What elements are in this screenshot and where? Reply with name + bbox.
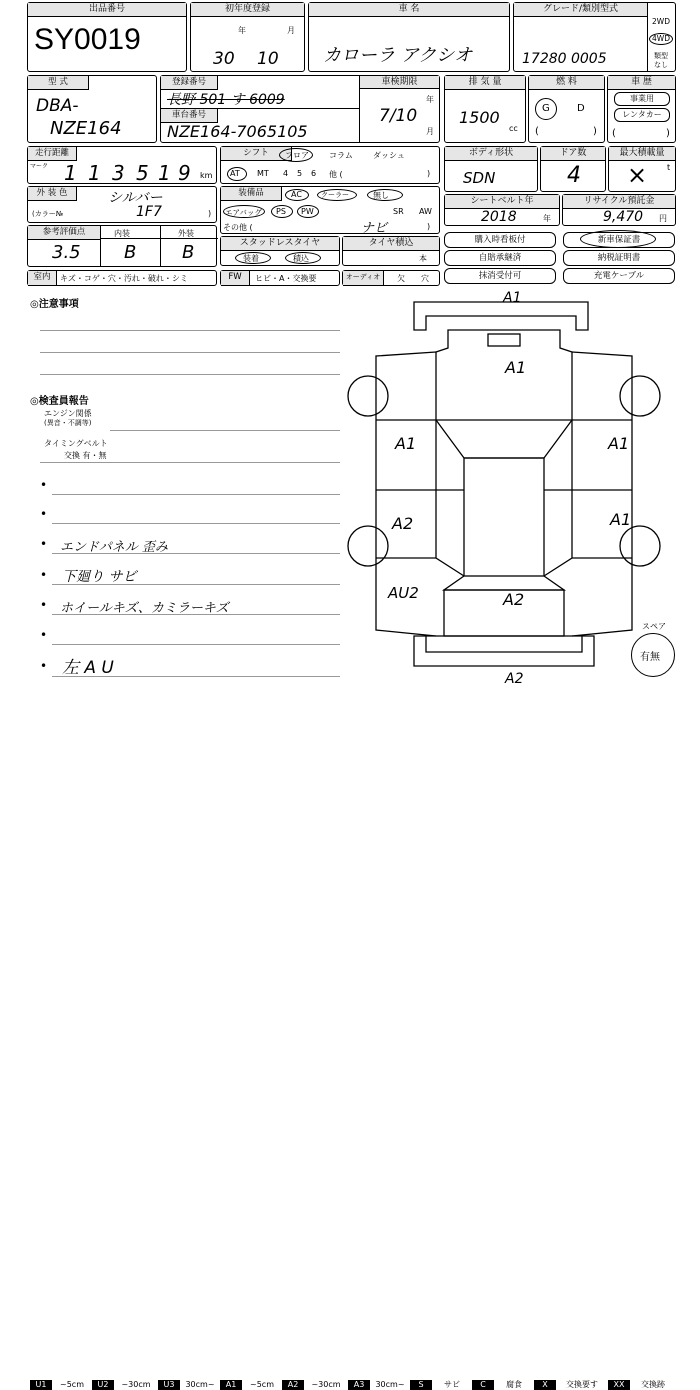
report-item-3: ホイールキズ、カミラーキズ — [60, 601, 229, 616]
color-code-close: ) — [208, 209, 212, 218]
model-line-2: NZE164 — [50, 118, 122, 139]
inspection-label: 車検期限 — [359, 76, 439, 89]
front-bumper-outline — [414, 302, 588, 330]
legend-key-c: C — [472, 1380, 494, 1390]
damage-hood: A1 — [505, 358, 527, 377]
body-value: SDN — [463, 169, 496, 187]
history-label: 車 歴 — [608, 76, 675, 90]
vehicle-name-value: カローラ アクシオ — [323, 45, 473, 66]
color-label: 外 装 色 — [28, 187, 77, 201]
bullet-3: • — [40, 537, 48, 551]
lot-number-value: SY0019 — [34, 23, 141, 56]
legend-key-s: S — [410, 1380, 432, 1390]
notes-title: ◎注意事項 — [30, 299, 79, 310]
equipment-ac: AC — [291, 190, 302, 199]
inspection-year-unit: 年 — [426, 95, 434, 104]
model-line-1: DBA- — [36, 96, 79, 116]
bullet-2: • — [40, 507, 48, 521]
color-box — [27, 186, 217, 223]
first-registration-year: 30 — [213, 49, 235, 69]
front-left-wheel — [348, 376, 388, 416]
first-registration-box — [190, 2, 305, 72]
shift-at: AT — [230, 169, 240, 178]
capacity-box — [608, 146, 676, 192]
history-paren-l: ( — [612, 128, 616, 139]
doc-warranty-circle — [580, 230, 656, 248]
legend-key-u2: U2 — [92, 1380, 114, 1390]
grade-box — [513, 2, 676, 72]
history-paren-r: ) — [666, 128, 670, 139]
equipment-box — [220, 186, 440, 234]
shift-box — [220, 146, 440, 184]
interior-value: B — [124, 242, 137, 263]
report-item-4: 左 A U — [62, 658, 114, 678]
report-title: ◎検査員報告 — [30, 396, 89, 407]
model-box — [27, 75, 157, 143]
mileage-digit-1: 1 — [64, 161, 77, 185]
legend-val-x: 交換要す — [556, 1380, 608, 1390]
fuel-g: G — [542, 103, 550, 114]
seatbelt-value: 2018 — [481, 209, 517, 225]
body-label: ボディ形状 — [445, 147, 537, 161]
history-rental: レンタカー — [614, 108, 670, 122]
audio-box — [342, 270, 440, 286]
mileage-label: 走行距離 — [28, 147, 77, 161]
legend-key-xx: XX — [608, 1380, 630, 1390]
score-label: 参考評価点 — [28, 226, 101, 240]
damage-rear: A2 — [505, 671, 524, 687]
legend-val-u3: 30cm~ — [180, 1380, 220, 1390]
fuel-paren-l: ( — [535, 126, 539, 137]
roof-outline — [464, 458, 544, 576]
registration-label: 登録番号 — [161, 76, 218, 90]
hood-outline — [436, 330, 572, 420]
history-business: 事業用 — [614, 92, 670, 106]
year-unit: 年 — [238, 26, 246, 35]
report-engine: エンジン関係 — [44, 409, 92, 418]
tire-load-label: タイヤ積込 — [343, 237, 439, 251]
mileage-mark: マーク — [30, 163, 49, 170]
doc-warranty: 新車保証書 — [563, 232, 675, 248]
shift-mt: MT — [257, 169, 269, 178]
interior-legend-label: 室内 — [28, 271, 57, 286]
legend-key-x: X — [534, 1380, 556, 1390]
rear-left-wheel — [348, 526, 388, 566]
left-windows — [436, 420, 464, 576]
studless-box — [220, 236, 340, 266]
rear-window-outline — [444, 576, 564, 590]
tire-load-unit: 本 — [419, 254, 427, 263]
mileage-unit: km — [200, 171, 213, 180]
grade-opt-2wd: 2WD — [652, 17, 670, 26]
exterior-value: B — [182, 242, 195, 263]
fw-text: ヒビ・A・交換要 — [255, 274, 317, 283]
legend-val-c: 腐食 — [494, 1380, 534, 1390]
fuel-paren-r: ) — [593, 126, 597, 137]
equipment-airbag: エアバッグ — [225, 208, 262, 217]
score-value: 3.5 — [52, 242, 81, 263]
equipment-cooler: クーラー — [321, 191, 349, 199]
legend-val-u1: ~5cm — [52, 1380, 92, 1390]
legend-val-a2: ~30cm — [304, 1380, 348, 1390]
mileage-box — [27, 146, 217, 184]
fw-box — [220, 270, 340, 286]
legend-val-s: サビ — [432, 1380, 472, 1390]
first-registration-month: 10 — [257, 49, 279, 69]
equipment-ps: PS — [276, 207, 286, 216]
audio-opt1: 欠 — [397, 274, 405, 283]
chassis-value: NZE164-7065105 — [167, 122, 308, 141]
legend-key-a1: A1 — [220, 1380, 242, 1390]
displacement-label: 排 気 量 — [445, 76, 525, 90]
score-box — [27, 225, 217, 267]
legend-key-u3: U3 — [158, 1380, 180, 1390]
chassis-label: 車台番号 — [161, 109, 218, 123]
studless-opt2: 積込 — [293, 254, 309, 263]
shift-label: シフト — [221, 147, 292, 161]
inspection-value: 7/10 — [379, 106, 418, 126]
doors-value: 4 — [567, 163, 581, 188]
studless-opt1: 装着 — [243, 254, 259, 263]
legend-val-a1: ~5cm — [242, 1380, 282, 1390]
legend-key-a2: A2 — [282, 1380, 304, 1390]
rear-right-wheel — [620, 526, 660, 566]
equipment-other-close: ) — [427, 222, 431, 231]
seatbelt-unit: 年 — [543, 214, 551, 223]
month-unit: 月 — [287, 26, 295, 35]
legend-val-xx: 交換跡 — [630, 1380, 676, 1390]
shift-dash: ダッシュ — [373, 151, 405, 160]
front-right-wheel — [620, 376, 660, 416]
grade-opt-none: なし — [654, 61, 668, 69]
vehicle-name-label: 車 名 — [309, 3, 509, 17]
doors-box — [540, 146, 606, 192]
mileage-digit-6: 9 — [178, 161, 191, 185]
registration-box — [160, 75, 440, 143]
equipment-sr: SR — [393, 207, 404, 216]
capacity-value: × — [627, 161, 648, 189]
doc-tax: 納税証明書 — [563, 250, 675, 266]
shift-column: コラム — [329, 151, 353, 160]
audio-label: オーディオ — [343, 271, 384, 286]
spare-value: 有無 — [640, 652, 660, 663]
shift-other-close: ) — [427, 169, 431, 178]
mileage-digit-4: 5 — [136, 161, 149, 185]
damage-front: A1 — [503, 290, 522, 306]
equipment-label: 装備品 — [221, 187, 282, 201]
equipment-aw: AW — [419, 207, 432, 216]
displacement-unit: cc — [509, 124, 518, 133]
color-code-label: (カラー№ — [32, 210, 64, 218]
grade-opt-4wd: 4WD — [652, 34, 670, 43]
studless-label: スタッドレスタイヤ — [221, 237, 339, 251]
vehicle-name-box — [308, 2, 510, 72]
bullet-4: • — [40, 568, 48, 582]
equipment-none: 無し — [373, 191, 389, 200]
damage-lf-fender: A1 — [395, 434, 417, 453]
inspection-month-unit: 月 — [426, 127, 434, 136]
capacity-label: 最大積載量 — [609, 147, 675, 161]
doc-purchase-sign: 購入時看板付 — [444, 232, 556, 248]
tire-load-box — [342, 236, 440, 266]
fuel-d: D — [577, 103, 585, 114]
legend-key-a3: A3 — [348, 1380, 370, 1390]
recycle-value: 9,470 — [603, 209, 644, 225]
damage-trunk: A2 — [503, 590, 525, 609]
damage-l-door: A2 — [392, 514, 414, 533]
fuel-box — [528, 75, 605, 143]
report-item-1: エンドパネル 歪み — [60, 540, 168, 555]
audio-opt2: 穴 — [421, 274, 429, 283]
equipment-other-value: ナビ — [361, 221, 388, 236]
windshield-outline — [436, 420, 572, 458]
legend-bar — [30, 690, 676, 1389]
bullet-7: • — [40, 659, 48, 673]
first-registration-label: 初年度登録 — [191, 3, 304, 17]
fw-label: FW — [221, 271, 250, 286]
model-label: 型 式 — [28, 76, 89, 90]
report-engine-sub: (異音・不調等) — [44, 419, 92, 427]
displacement-value: 1500 — [459, 108, 500, 127]
registration-value: 長野 501 す 6009 — [167, 92, 285, 108]
spare-label: スペア — [642, 622, 666, 631]
fuel-label: 燃 料 — [529, 76, 604, 90]
mileage-digit-3: 3 — [112, 161, 125, 185]
recycle-box — [562, 194, 676, 226]
legend-key-u1: U1 — [30, 1380, 52, 1390]
rear-bumper-outline — [414, 636, 594, 666]
history-box — [607, 75, 676, 143]
recycle-label: リサイクル預託金 — [563, 195, 675, 209]
lot-number-label: 出品番号 — [28, 3, 186, 17]
shift-gear-4: 4 — [283, 169, 289, 178]
mileage-digit-5: 1 — [158, 161, 171, 185]
color-value: シルバー — [108, 190, 163, 206]
seatbelt-box — [444, 194, 560, 226]
body-box — [444, 146, 538, 192]
mileage-digit-2: 1 — [88, 161, 101, 185]
displacement-box — [444, 75, 526, 143]
report-timing: タイミングベルト — [44, 439, 108, 448]
interior-legend-box — [27, 270, 217, 286]
doors-label: ドア数 — [541, 147, 605, 161]
doc-charging-cable: 充電ケーブル — [563, 268, 675, 284]
car-diagram — [340, 290, 690, 690]
recycle-unit: 円 — [659, 214, 667, 223]
grade-opt-type: 類型 — [654, 52, 668, 60]
color-code: 1F7 — [136, 204, 162, 220]
doc-insurance: 自賠承継済 — [444, 250, 556, 266]
interior-label: 内装 — [114, 229, 130, 238]
shift-gear-5: 5 — [297, 169, 303, 178]
report-item-2: 下廻り サビ — [62, 569, 137, 585]
damage-r-door: A1 — [610, 510, 632, 529]
legend-val-u2: ~30cm — [114, 1380, 158, 1390]
grade-label: グレード/類別型式 — [514, 3, 647, 17]
right-windows — [544, 420, 572, 576]
windshield-vent — [488, 334, 520, 346]
bullet-1: • — [40, 478, 48, 492]
damage-rf-fender: A1 — [608, 434, 630, 453]
capacity-unit: t — [667, 163, 671, 172]
seatbelt-label: シートベルト年 — [445, 195, 559, 209]
shift-other: 他 ( — [329, 170, 343, 179]
interior-legend-text: キズ・コゲ・穴・汚れ・破れ・シミ — [60, 274, 188, 283]
lot-number-box — [27, 2, 187, 72]
legend-val-a3: 30cm~ — [370, 1380, 410, 1390]
damage-l-rear: AU2 — [388, 584, 419, 602]
equipment-pw: PW — [301, 207, 314, 216]
equipment-other: その他 ( — [223, 223, 253, 232]
report-exchange: 交換 有・無 — [64, 451, 107, 460]
exterior-label: 外装 — [178, 229, 194, 238]
shift-floor: フロア — [285, 151, 309, 160]
grade-value: 17280 0005 — [522, 51, 607, 67]
bullet-5: • — [40, 598, 48, 612]
bullet-6: • — [40, 628, 48, 642]
shift-gear-6: 6 — [311, 169, 317, 178]
doc-deregister: 抹消受付可 — [444, 268, 556, 284]
